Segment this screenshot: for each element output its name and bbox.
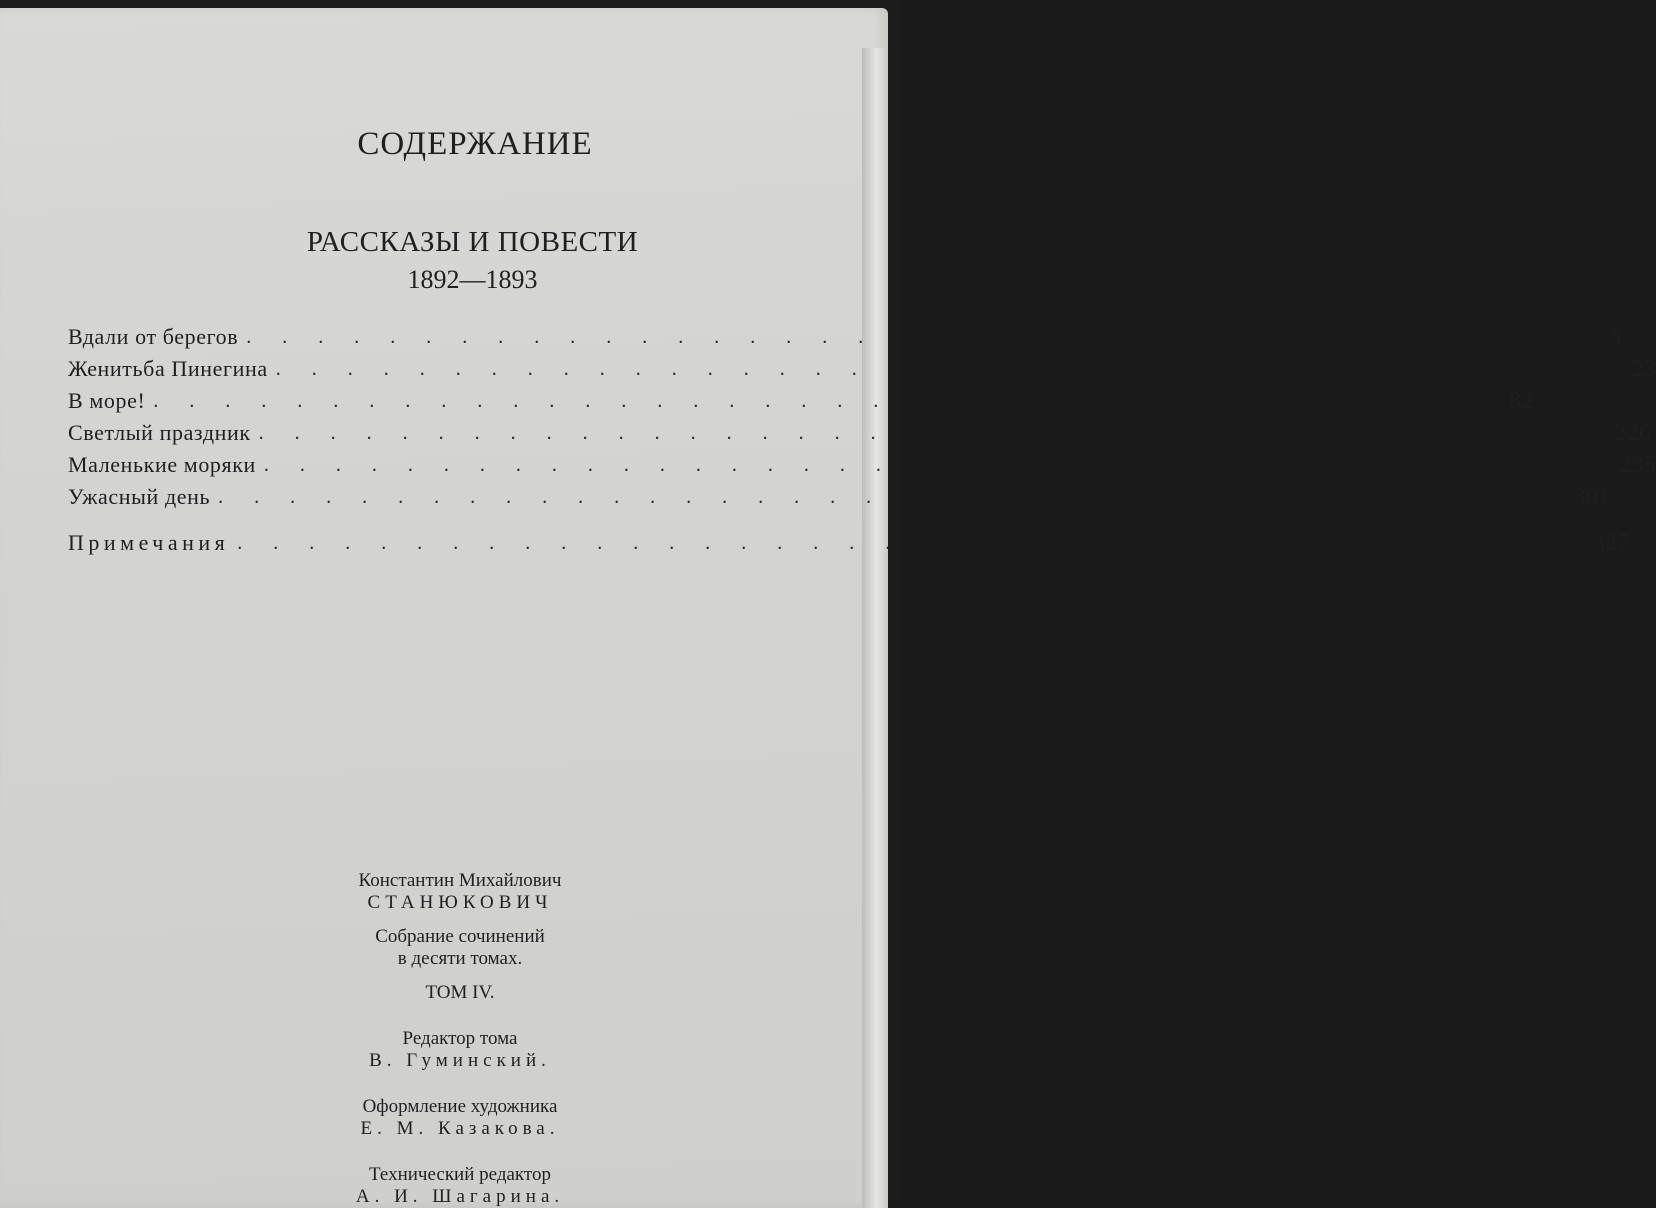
editor-role: Редактор тома <box>402 1028 518 1049</box>
collection-title: Собрание сочинений <box>375 926 545 947</box>
toc-entry-title: Вдали от берегов <box>68 324 239 349</box>
leader-dots: . . . . . . . . . . . . . . . . . . . . . . . . . . . . . . . . . . . . . . <box>263 454 1614 476</box>
author-name: Константин Михайлович <box>358 870 562 891</box>
collection-subtitle: в десяти томах. <box>397 948 523 969</box>
toc-entry <box>68 382 1534 414</box>
contents-heading: СОДЕРЖАНИЕ <box>357 126 593 162</box>
toc-entry-title: Светлый праздник <box>68 420 251 445</box>
leader-dots: . . . . . . . . . . . . . . . . . . . . . . . . . . . . . . . . . . . . . . <box>275 358 1626 380</box>
design-role: Оформление художника <box>362 1096 558 1117</box>
toc-entry <box>68 446 1656 478</box>
imprint-block <box>0 870 900 1208</box>
toc-entry-title: Ужасный день <box>68 484 211 509</box>
tech-editor-name: А. И. Шагарина. <box>355 1186 565 1207</box>
toc-entry-page: 235 <box>1619 452 1656 477</box>
author-surname: СТАНЮКОВИЧ <box>367 892 553 913</box>
leader-dots: . . . . . . . . . . . . . . . . . . . . . . . . . . . . . . . . . . . . . . <box>246 326 1597 348</box>
toc-entry <box>68 318 1623 350</box>
leader-dots: . . . . . . . . . . . . . . . . . . . . . . . . . . . . . . . . . . . . . . <box>237 532 1588 554</box>
toc-entry-title: Маленькие моряки <box>68 452 256 477</box>
toc-entry <box>68 478 1611 510</box>
volume-number: ТОМ IV. <box>425 982 495 1003</box>
toc-entry-page: 226 <box>1614 420 1651 445</box>
toc-entry-notes <box>68 524 1630 556</box>
toc-entry <box>68 350 1656 382</box>
toc-entry-page: 23 <box>1631 356 1656 381</box>
section-title: РАССКАЗЫ И ПОВЕСТИ <box>306 226 639 258</box>
toc-entry-page: 301 <box>1574 484 1611 509</box>
toc-entry-page: 82 <box>1509 388 1534 413</box>
toc-entry-title: В море! <box>68 388 146 413</box>
leader-dots: . . . . . . . . . . . . . . . . . . . . . . . . . . . . . . . . . . . . . . <box>153 390 1504 412</box>
toc-entry-page: 5 <box>1610 324 1623 349</box>
design-name: Е. М. Казакова. <box>360 1118 560 1139</box>
leader-dots: . . . . . . . . . . . . . . . . . . . . . . . . . . . . . . . . . . . . . . <box>258 422 1609 444</box>
leader-dots: . . . . . . . . . . . . . . . . . . . . . . . . . . . . . . . . . . . . . . <box>218 486 1569 508</box>
editor-name: В. Гуминский. <box>369 1050 551 1071</box>
section-years: 1892—1893 <box>407 265 538 294</box>
toc-entry <box>68 414 1651 446</box>
toc-entry-title: Примечания <box>68 530 230 555</box>
table-of-contents <box>68 318 1656 556</box>
book-page <box>0 8 1656 1208</box>
toc-entry-title: Женитьба Пинегина <box>68 356 268 381</box>
tech-editor-role: Технический редактор <box>369 1164 551 1185</box>
toc-entry-page: 327 <box>1593 530 1630 555</box>
